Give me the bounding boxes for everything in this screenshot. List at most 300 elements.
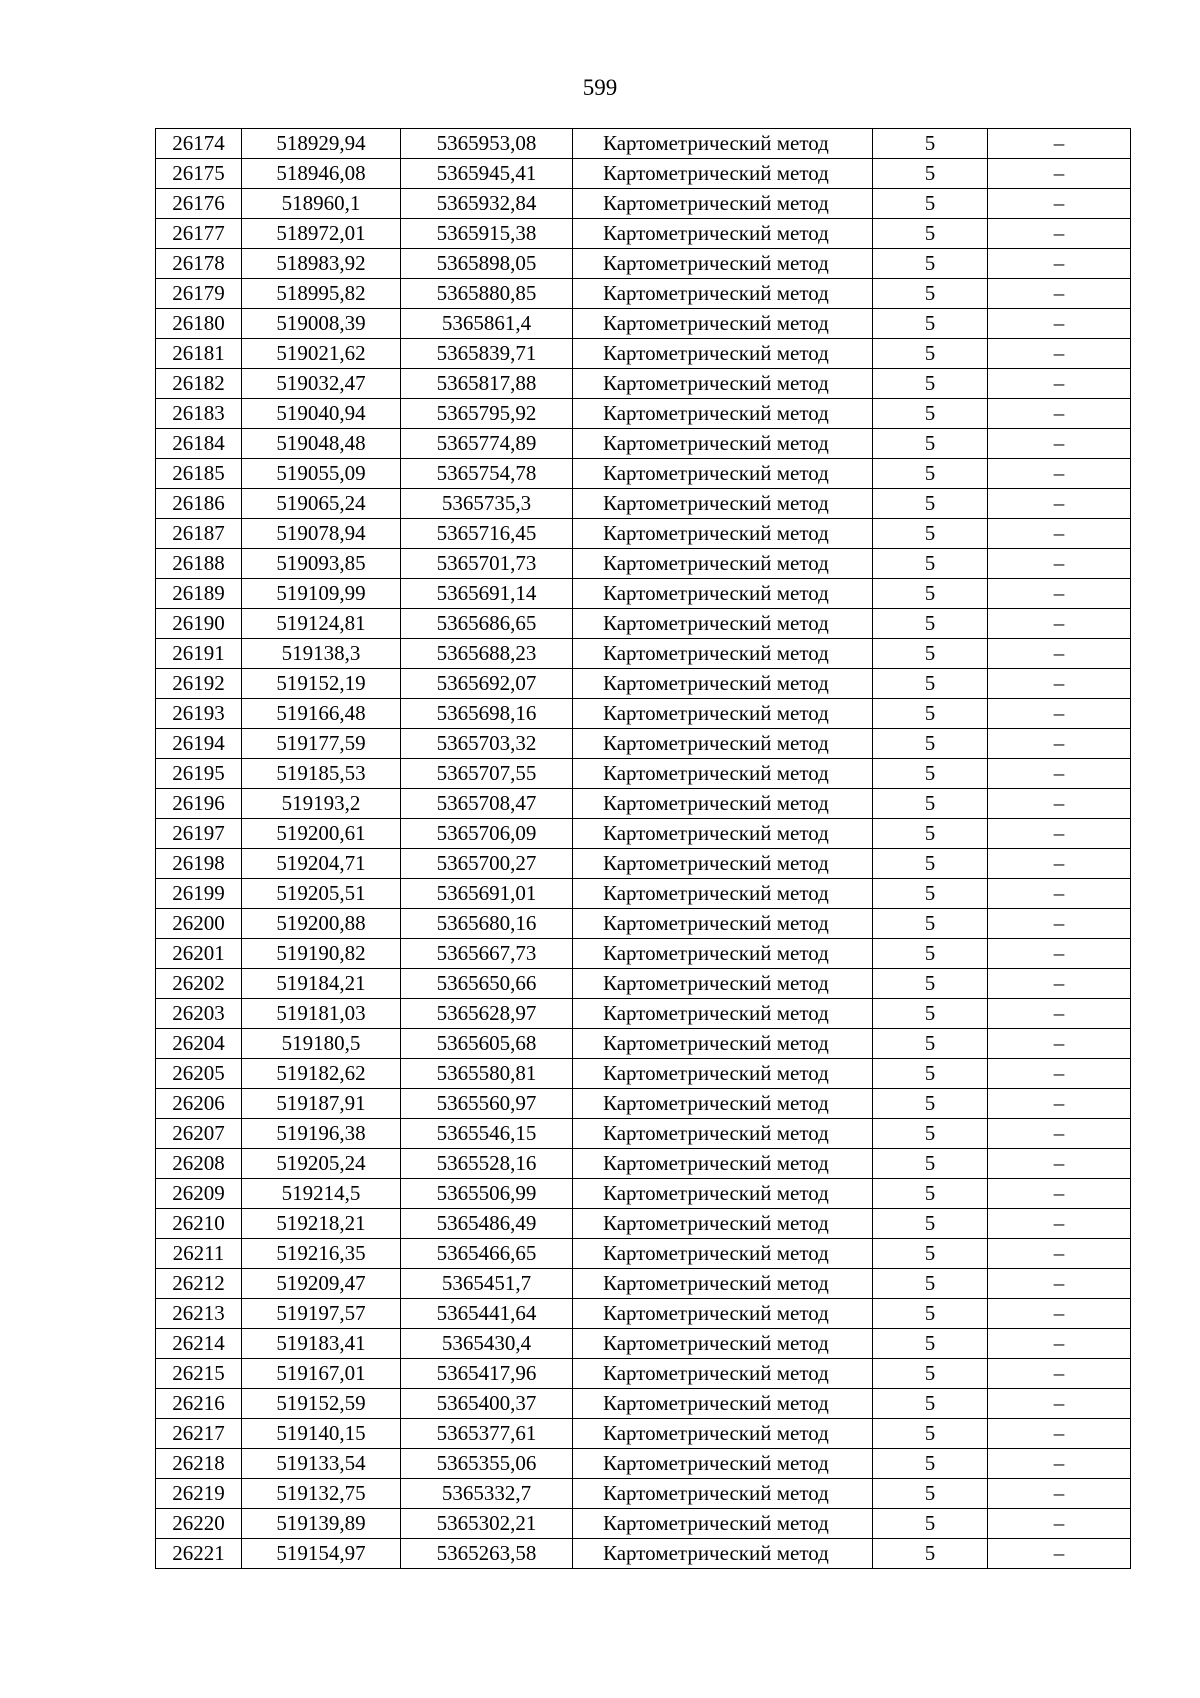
x-coordinate-cell: 519133,54: [242, 1449, 401, 1479]
accuracy-cell: 5: [873, 1119, 988, 1149]
description-cell: –: [988, 759, 1131, 789]
point-number-cell: 26203: [156, 999, 242, 1029]
description-cell: –: [988, 159, 1131, 189]
table-row: [156, 579, 1131, 609]
point-number-cell: 26185: [156, 459, 242, 489]
method-cell: Картометрический метод: [573, 1509, 873, 1539]
point-number-cell: 26210: [156, 1209, 242, 1239]
y-coordinate-cell: 5365953,08: [401, 129, 573, 159]
table-row: [156, 759, 1131, 789]
x-coordinate-cell: 518960,1: [242, 189, 401, 219]
accuracy-cell: 5: [873, 849, 988, 879]
x-coordinate-cell: 519218,21: [242, 1209, 401, 1239]
point-number-cell: 26214: [156, 1329, 242, 1359]
accuracy-cell: 5: [873, 729, 988, 759]
description-cell: –: [988, 309, 1131, 339]
description-cell: –: [988, 1179, 1131, 1209]
point-number-cell: 26181: [156, 339, 242, 369]
method-cell: Картометрический метод: [573, 1209, 873, 1239]
x-coordinate-cell: 519196,38: [242, 1119, 401, 1149]
y-coordinate-cell: 5365706,09: [401, 819, 573, 849]
x-coordinate-cell: 519200,88: [242, 909, 401, 939]
point-number-cell: 26194: [156, 729, 242, 759]
y-coordinate-cell: 5365680,16: [401, 909, 573, 939]
point-number-cell: 26209: [156, 1179, 242, 1209]
y-coordinate-cell: 5365332,7: [401, 1479, 573, 1509]
table-row: [156, 1029, 1131, 1059]
method-cell: Картометрический метод: [573, 219, 873, 249]
y-coordinate-cell: 5365430,4: [401, 1329, 573, 1359]
point-number-cell: 26206: [156, 1089, 242, 1119]
description-cell: –: [988, 1299, 1131, 1329]
table-row: [156, 1449, 1131, 1479]
x-coordinate-cell: 519204,71: [242, 849, 401, 879]
table-row: [156, 1119, 1131, 1149]
description-cell: –: [988, 1479, 1131, 1509]
point-number-cell: 26201: [156, 939, 242, 969]
description-cell: –: [988, 1539, 1131, 1569]
point-number-cell: 26211: [156, 1239, 242, 1269]
x-coordinate-cell: 519177,59: [242, 729, 401, 759]
table-row: [156, 699, 1131, 729]
table-row: [156, 1179, 1131, 1209]
y-coordinate-cell: 5365701,73: [401, 549, 573, 579]
y-coordinate-cell: 5365441,64: [401, 1299, 573, 1329]
x-coordinate-cell: 519209,47: [242, 1269, 401, 1299]
table-row: [156, 189, 1131, 219]
coordinates-table: [155, 128, 1131, 1569]
table-row: [156, 399, 1131, 429]
method-cell: Картометрический метод: [573, 609, 873, 639]
x-coordinate-cell: 519040,94: [242, 399, 401, 429]
y-coordinate-cell: 5365880,85: [401, 279, 573, 309]
accuracy-cell: 5: [873, 909, 988, 939]
table-row: [156, 1359, 1131, 1389]
accuracy-cell: 5: [873, 519, 988, 549]
description-cell: –: [988, 1029, 1131, 1059]
description-cell: –: [988, 1269, 1131, 1299]
y-coordinate-cell: 5365506,99: [401, 1179, 573, 1209]
x-coordinate-cell: 519216,35: [242, 1239, 401, 1269]
x-coordinate-cell: 519183,41: [242, 1329, 401, 1359]
point-number-cell: 26192: [156, 669, 242, 699]
method-cell: Картометрический метод: [573, 1239, 873, 1269]
point-number-cell: 26184: [156, 429, 242, 459]
point-number-cell: 26188: [156, 549, 242, 579]
method-cell: Картометрический метод: [573, 159, 873, 189]
accuracy-cell: 5: [873, 429, 988, 459]
description-cell: –: [988, 849, 1131, 879]
point-number-cell: 26205: [156, 1059, 242, 1089]
method-cell: Картометрический метод: [573, 1359, 873, 1389]
accuracy-cell: 5: [873, 1179, 988, 1209]
method-cell: Картометрический метод: [573, 429, 873, 459]
x-coordinate-cell: 519180,5: [242, 1029, 401, 1059]
x-coordinate-cell: 519166,48: [242, 699, 401, 729]
point-number-cell: 26196: [156, 789, 242, 819]
table-row: [156, 909, 1131, 939]
method-cell: Картометрический метод: [573, 1029, 873, 1059]
description-cell: –: [988, 609, 1131, 639]
x-coordinate-cell: 519152,59: [242, 1389, 401, 1419]
table-row: [156, 249, 1131, 279]
method-cell: Картометрический метод: [573, 1149, 873, 1179]
accuracy-cell: 5: [873, 1269, 988, 1299]
description-cell: –: [988, 519, 1131, 549]
y-coordinate-cell: 5365400,37: [401, 1389, 573, 1419]
x-coordinate-cell: 519139,89: [242, 1509, 401, 1539]
method-cell: Картометрический метод: [573, 819, 873, 849]
x-coordinate-cell: 519152,19: [242, 669, 401, 699]
x-coordinate-cell: 518995,82: [242, 279, 401, 309]
y-coordinate-cell: 5365628,97: [401, 999, 573, 1029]
y-coordinate-cell: 5365686,65: [401, 609, 573, 639]
point-number-cell: 26193: [156, 699, 242, 729]
point-number-cell: 26200: [156, 909, 242, 939]
point-number-cell: 26187: [156, 519, 242, 549]
accuracy-cell: 5: [873, 1509, 988, 1539]
y-coordinate-cell: 5365605,68: [401, 1029, 573, 1059]
accuracy-cell: 5: [873, 1449, 988, 1479]
x-coordinate-cell: 519184,21: [242, 969, 401, 999]
point-number-cell: 26197: [156, 819, 242, 849]
y-coordinate-cell: 5365700,27: [401, 849, 573, 879]
description-cell: –: [988, 129, 1131, 159]
x-coordinate-cell: 519032,47: [242, 369, 401, 399]
accuracy-cell: 5: [873, 279, 988, 309]
method-cell: Картометрический метод: [573, 1269, 873, 1299]
accuracy-cell: 5: [873, 579, 988, 609]
description-cell: –: [988, 399, 1131, 429]
y-coordinate-cell: 5365817,88: [401, 369, 573, 399]
point-number-cell: 26218: [156, 1449, 242, 1479]
y-coordinate-cell: 5365861,4: [401, 309, 573, 339]
method-cell: Картометрический метод: [573, 1479, 873, 1509]
accuracy-cell: 5: [873, 219, 988, 249]
y-coordinate-cell: 5365466,65: [401, 1239, 573, 1269]
x-coordinate-cell: 519124,81: [242, 609, 401, 639]
table-row: [156, 1149, 1131, 1179]
accuracy-cell: 5: [873, 879, 988, 909]
method-cell: Картометрический метод: [573, 189, 873, 219]
x-coordinate-cell: 519200,61: [242, 819, 401, 849]
point-number-cell: 26208: [156, 1149, 242, 1179]
point-number-cell: 26216: [156, 1389, 242, 1419]
y-coordinate-cell: 5365528,16: [401, 1149, 573, 1179]
accuracy-cell: 5: [873, 1239, 988, 1269]
description-cell: –: [988, 909, 1131, 939]
description-cell: –: [988, 1389, 1131, 1419]
point-number-cell: 26183: [156, 399, 242, 429]
accuracy-cell: 5: [873, 189, 988, 219]
x-coordinate-cell: 519193,2: [242, 789, 401, 819]
accuracy-cell: 5: [873, 399, 988, 429]
method-cell: Картометрический метод: [573, 759, 873, 789]
y-coordinate-cell: 5365708,47: [401, 789, 573, 819]
accuracy-cell: 5: [873, 1389, 988, 1419]
table-row: [156, 939, 1131, 969]
point-number-cell: 26212: [156, 1269, 242, 1299]
description-cell: –: [988, 969, 1131, 999]
y-coordinate-cell: 5365486,49: [401, 1209, 573, 1239]
description-cell: –: [988, 1329, 1131, 1359]
method-cell: Картометрический метод: [573, 879, 873, 909]
y-coordinate-cell: 5365735,3: [401, 489, 573, 519]
accuracy-cell: 5: [873, 309, 988, 339]
method-cell: Картометрический метод: [573, 1419, 873, 1449]
description-cell: –: [988, 999, 1131, 1029]
table-row: [156, 459, 1131, 489]
y-coordinate-cell: 5365302,21: [401, 1509, 573, 1539]
x-coordinate-cell: 519187,91: [242, 1089, 401, 1119]
description-cell: –: [988, 879, 1131, 909]
table-row: [156, 489, 1131, 519]
x-coordinate-cell: 519048,48: [242, 429, 401, 459]
accuracy-cell: 5: [873, 669, 988, 699]
table-row: [156, 639, 1131, 669]
x-coordinate-cell: 519093,85: [242, 549, 401, 579]
accuracy-cell: 5: [873, 789, 988, 819]
description-cell: –: [988, 249, 1131, 279]
table-row: [156, 1539, 1131, 1569]
table-row: [156, 669, 1131, 699]
table-row: [156, 1389, 1131, 1419]
method-cell: Картометрический метод: [573, 1179, 873, 1209]
accuracy-cell: 5: [873, 819, 988, 849]
page-number: 599: [582, 75, 618, 100]
table-row: [156, 309, 1131, 339]
description-cell: –: [988, 1449, 1131, 1479]
description-cell: –: [988, 669, 1131, 699]
method-cell: Картометрический метод: [573, 579, 873, 609]
point-number-cell: 26199: [156, 879, 242, 909]
point-number-cell: 26204: [156, 1029, 242, 1059]
x-coordinate-cell: 519154,97: [242, 1539, 401, 1569]
y-coordinate-cell: 5365650,66: [401, 969, 573, 999]
description-cell: –: [988, 339, 1131, 369]
point-number-cell: 26207: [156, 1119, 242, 1149]
coordinates-table-body: [156, 129, 1131, 1569]
accuracy-cell: 5: [873, 639, 988, 669]
x-coordinate-cell: 519021,62: [242, 339, 401, 369]
method-cell: Картометрический метод: [573, 1449, 873, 1479]
method-cell: Картометрический метод: [573, 489, 873, 519]
point-number-cell: 26174: [156, 129, 242, 159]
method-cell: Картометрический метод: [573, 909, 873, 939]
x-coordinate-cell: 519065,24: [242, 489, 401, 519]
accuracy-cell: 5: [873, 1299, 988, 1329]
accuracy-cell: 5: [873, 1029, 988, 1059]
description-cell: –: [988, 1419, 1131, 1449]
method-cell: Картометрический метод: [573, 1119, 873, 1149]
x-coordinate-cell: 519205,24: [242, 1149, 401, 1179]
x-coordinate-cell: 518983,92: [242, 249, 401, 279]
point-number-cell: 26182: [156, 369, 242, 399]
table-row: [156, 1059, 1131, 1089]
y-coordinate-cell: 5365688,23: [401, 639, 573, 669]
method-cell: Картометрический метод: [573, 519, 873, 549]
method-cell: Картометрический метод: [573, 1389, 873, 1419]
y-coordinate-cell: 5365774,89: [401, 429, 573, 459]
x-coordinate-cell: 519132,75: [242, 1479, 401, 1509]
method-cell: Картометрический метод: [573, 669, 873, 699]
description-cell: –: [988, 459, 1131, 489]
description-cell: –: [988, 1149, 1131, 1179]
method-cell: Картометрический метод: [573, 1299, 873, 1329]
description-cell: –: [988, 429, 1131, 459]
point-number-cell: 26217: [156, 1419, 242, 1449]
method-cell: Картометрический метод: [573, 129, 873, 159]
y-coordinate-cell: 5365703,32: [401, 729, 573, 759]
accuracy-cell: 5: [873, 489, 988, 519]
accuracy-cell: 5: [873, 1149, 988, 1179]
method-cell: Картометрический метод: [573, 1089, 873, 1119]
y-coordinate-cell: 5365560,97: [401, 1089, 573, 1119]
accuracy-cell: 5: [873, 159, 988, 189]
method-cell: Картометрический метод: [573, 339, 873, 369]
y-coordinate-cell: 5365716,45: [401, 519, 573, 549]
table-row: [156, 789, 1131, 819]
description-cell: –: [988, 1239, 1131, 1269]
table-row: [156, 279, 1131, 309]
y-coordinate-cell: 5365754,78: [401, 459, 573, 489]
x-coordinate-cell: 519181,03: [242, 999, 401, 1029]
y-coordinate-cell: 5365580,81: [401, 1059, 573, 1089]
y-coordinate-cell: 5365692,07: [401, 669, 573, 699]
y-coordinate-cell: 5365263,58: [401, 1539, 573, 1569]
point-number-cell: 26190: [156, 609, 242, 639]
method-cell: Картометрический метод: [573, 309, 873, 339]
table-row: [156, 1509, 1131, 1539]
accuracy-cell: 5: [873, 1419, 988, 1449]
point-number-cell: 26178: [156, 249, 242, 279]
description-cell: –: [988, 219, 1131, 249]
description-cell: –: [988, 279, 1131, 309]
table-row: [156, 1299, 1131, 1329]
y-coordinate-cell: 5365417,96: [401, 1359, 573, 1389]
table-row: [156, 549, 1131, 579]
point-number-cell: 26180: [156, 309, 242, 339]
x-coordinate-cell: 519205,51: [242, 879, 401, 909]
x-coordinate-cell: 519109,99: [242, 579, 401, 609]
accuracy-cell: 5: [873, 1479, 988, 1509]
y-coordinate-cell: 5365546,15: [401, 1119, 573, 1149]
x-coordinate-cell: 519167,01: [242, 1359, 401, 1389]
accuracy-cell: 5: [873, 1209, 988, 1239]
method-cell: Картометрический метод: [573, 1539, 873, 1569]
y-coordinate-cell: 5365932,84: [401, 189, 573, 219]
accuracy-cell: 5: [873, 1089, 988, 1119]
table-row: [156, 729, 1131, 759]
description-cell: –: [988, 639, 1131, 669]
description-cell: –: [988, 549, 1131, 579]
method-cell: Картометрический метод: [573, 399, 873, 429]
table-row: [156, 1209, 1131, 1239]
x-coordinate-cell: 519138,3: [242, 639, 401, 669]
table-row: [156, 1089, 1131, 1119]
table-row: [156, 879, 1131, 909]
method-cell: Картометрический метод: [573, 459, 873, 489]
accuracy-cell: 5: [873, 1329, 988, 1359]
point-number-cell: 26191: [156, 639, 242, 669]
table-row: [156, 219, 1131, 249]
accuracy-cell: 5: [873, 1359, 988, 1389]
point-number-cell: 26213: [156, 1299, 242, 1329]
description-cell: –: [988, 579, 1131, 609]
method-cell: Картометрический метод: [573, 939, 873, 969]
y-coordinate-cell: 5365691,14: [401, 579, 573, 609]
table-row: [156, 1419, 1131, 1449]
method-cell: Картометрический метод: [573, 1329, 873, 1359]
accuracy-cell: 5: [873, 339, 988, 369]
accuracy-cell: 5: [873, 369, 988, 399]
x-coordinate-cell: 518929,94: [242, 129, 401, 159]
method-cell: Картометрический метод: [573, 639, 873, 669]
y-coordinate-cell: 5365839,71: [401, 339, 573, 369]
x-coordinate-cell: 519197,57: [242, 1299, 401, 1329]
table-row: [156, 129, 1131, 159]
accuracy-cell: 5: [873, 969, 988, 999]
method-cell: Картометрический метод: [573, 729, 873, 759]
method-cell: Картометрический метод: [573, 369, 873, 399]
y-coordinate-cell: 5365795,92: [401, 399, 573, 429]
table-row: [156, 519, 1131, 549]
point-number-cell: 26176: [156, 189, 242, 219]
table-row: [156, 849, 1131, 879]
description-cell: –: [988, 1119, 1131, 1149]
point-number-cell: 26215: [156, 1359, 242, 1389]
description-cell: –: [988, 1509, 1131, 1539]
table-row: [156, 429, 1131, 459]
x-coordinate-cell: 519182,62: [242, 1059, 401, 1089]
accuracy-cell: 5: [873, 999, 988, 1029]
point-number-cell: 26220: [156, 1509, 242, 1539]
accuracy-cell: 5: [873, 609, 988, 639]
point-number-cell: 26177: [156, 219, 242, 249]
point-number-cell: 26198: [156, 849, 242, 879]
description-cell: –: [988, 729, 1131, 759]
x-coordinate-cell: 519140,15: [242, 1419, 401, 1449]
table-row: [156, 339, 1131, 369]
method-cell: Картометрический метод: [573, 789, 873, 819]
table-row: [156, 1239, 1131, 1269]
method-cell: Картометрический метод: [573, 249, 873, 279]
point-number-cell: 26202: [156, 969, 242, 999]
x-coordinate-cell: 518972,01: [242, 219, 401, 249]
description-cell: –: [988, 189, 1131, 219]
description-cell: –: [988, 1209, 1131, 1239]
x-coordinate-cell: 519055,09: [242, 459, 401, 489]
accuracy-cell: 5: [873, 699, 988, 729]
table-row: [156, 609, 1131, 639]
y-coordinate-cell: 5365377,61: [401, 1419, 573, 1449]
accuracy-cell: 5: [873, 129, 988, 159]
table-row: [156, 369, 1131, 399]
x-coordinate-cell: 519190,82: [242, 939, 401, 969]
table-row: [156, 819, 1131, 849]
description-cell: –: [988, 1089, 1131, 1119]
point-number-cell: 26179: [156, 279, 242, 309]
table-row: [156, 999, 1131, 1029]
method-cell: Картометрический метод: [573, 699, 873, 729]
description-cell: –: [988, 699, 1131, 729]
method-cell: Картометрический метод: [573, 999, 873, 1029]
y-coordinate-cell: 5365707,55: [401, 759, 573, 789]
y-coordinate-cell: 5365667,73: [401, 939, 573, 969]
accuracy-cell: 5: [873, 939, 988, 969]
accuracy-cell: 5: [873, 459, 988, 489]
point-number-cell: 26221: [156, 1539, 242, 1569]
